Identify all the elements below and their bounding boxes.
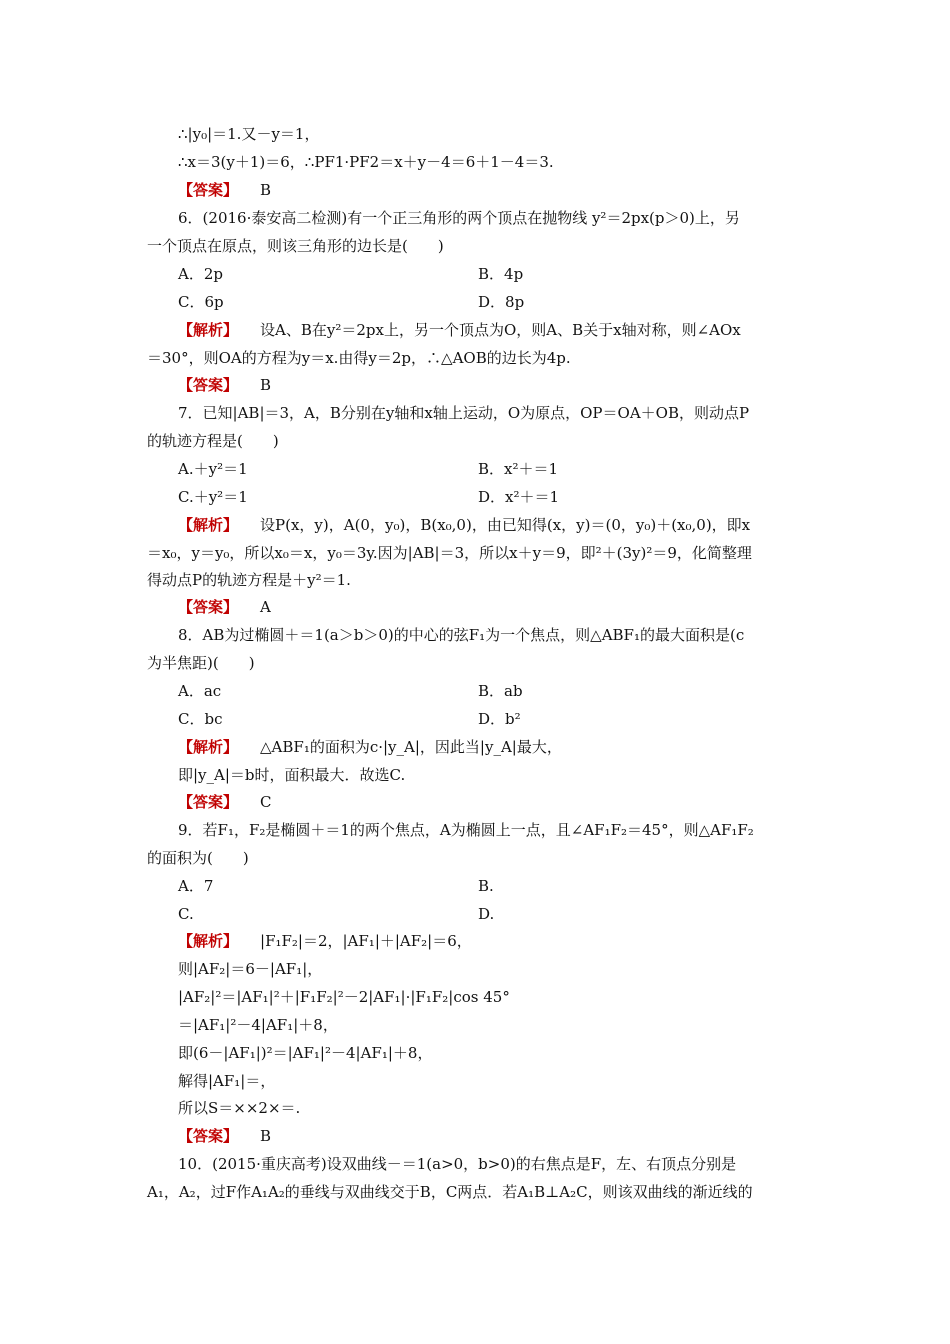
question-7-stem: 7．已知|AB|＝3，A，B分别在y轴和x轴上运动，O为原点，OP＝OA＋OB，则动点P	[178, 404, 750, 422]
answer-tag: 【答案】	[178, 181, 239, 199]
analysis-line	[178, 737, 562, 757]
analysis-tag: 【解析】	[178, 321, 239, 339]
option-d: D．b²	[478, 710, 521, 728]
solution-line: ∴|y₀|＝1.又－y＝1，	[178, 125, 320, 143]
answer-value: B	[260, 376, 272, 394]
analysis-line: ＝30°，则OA的方程为y＝x.由得y＝2p，∴△AOB的边长为4p.	[147, 349, 571, 367]
option-c: C.	[178, 905, 194, 923]
analysis-text: 设A、B在y²＝2px上，另一个顶点为O，则A、B关于x轴对称，则∠AOx	[260, 321, 741, 339]
analysis-line: 所以S＝××2×＝.	[178, 1099, 301, 1117]
answer-tag: 【答案】	[178, 376, 239, 394]
option-a: A.＋y²＝1	[178, 460, 248, 478]
analysis-line: 解得|AF₁|＝，	[178, 1072, 276, 1090]
option-d: D．8p	[478, 293, 525, 311]
question-6-stem: 一个顶点在原点，则该三角形的边长是( )	[147, 237, 444, 255]
option-c: C．bc	[178, 710, 223, 728]
answer-tag: 【答案】	[178, 598, 239, 616]
analysis-line: 得动点P的轨迹方程是＋y²＝1.	[147, 571, 351, 589]
question-7-stem: 的轨迹方程是( )	[147, 432, 279, 450]
question-8-stem: 8．AB为过椭圆＋＝1(a＞b＞0)的中心的弦F₁为一个焦点，则△ABF₁的最大面积是(c	[178, 626, 745, 644]
analysis-line: 即(6－|AF₁|)²＝|AF₁|²－4|AF₁|＋8，	[178, 1044, 433, 1062]
analysis-line: |AF₂|²＝|AF₁|²＋|F₁F₂|²－2|AF₁|·|F₁F₂|cos 45°	[178, 988, 510, 1006]
solution-line: ∴x＝3(y＋1)＝6，∴PF1·PF2＝x＋y－4＝6＋1－4＝3.	[178, 153, 554, 171]
option-d: D.	[478, 905, 495, 923]
answer-value: B	[260, 181, 272, 199]
analysis-tag: 【解析】	[178, 738, 239, 756]
answer-line	[178, 792, 272, 812]
analysis-tag: 【解析】	[178, 932, 239, 950]
option-b: B．ab	[478, 682, 523, 700]
analysis-text: △ABF₁的面积为c·|y_A|，因此当|y_A|最大，	[260, 738, 562, 756]
answer-line	[178, 375, 271, 395]
answer-value: A	[260, 598, 271, 616]
answer-value: B	[260, 1127, 272, 1145]
option-d: D．x²＋＝1	[478, 488, 560, 506]
answer-tag: 【答案】	[178, 793, 239, 811]
analysis-line	[178, 320, 741, 340]
analysis-tag: 【解析】	[178, 516, 239, 534]
analysis-text: |F₁F₂|＝2，|AF₁|＋|AF₂|＝6，	[260, 932, 472, 950]
answer-tag: 【答案】	[178, 1127, 239, 1145]
option-c: C.＋y²＝1	[178, 488, 248, 506]
analysis-text: 设P(x，y)，A(0，y₀)，B(x₀,0)，由已知得(x，y)＝(0，y₀)＋(x₀,0)，即x	[260, 516, 751, 534]
question-9-stem: 9．若F₁，F₂是椭圆＋＝1的两个焦点，A为椭圆上一点，且∠AF₁F₂＝45°，则△AF₁F₂	[178, 821, 754, 839]
question-10-stem: 10．(2015·重庆高考)设双曲线－＝1(a>0，b>0)的右焦点是F，左、右顶点分别是	[178, 1155, 737, 1173]
option-a: A．7	[178, 877, 214, 895]
answer-value: C	[260, 793, 272, 811]
option-c: C．6p	[178, 293, 224, 311]
answer-line	[178, 1126, 271, 1146]
question-8-stem: 为半焦距)( )	[147, 654, 255, 672]
answer-line	[178, 180, 271, 200]
question-6-stem: 6．(2016·泰安高二检测)有一个正三角形的两个顶点在抛物线 y²＝2px(p＞0)上，另	[178, 209, 740, 227]
option-a: A．ac	[178, 682, 222, 700]
analysis-line: ＝|AF₁|²－4|AF₁|＋8，	[178, 1016, 338, 1034]
question-9-stem: 的面积为( )	[147, 849, 249, 867]
analysis-line: 即|y_A|＝b时，面积最大．故选C.	[178, 766, 406, 784]
analysis-line	[178, 931, 472, 951]
option-b: B．4p	[478, 265, 524, 283]
analysis-line	[178, 515, 750, 535]
option-a: A．2p	[178, 265, 223, 283]
answer-line	[178, 597, 271, 617]
question-10-stem: A₁，A₂，过F作A₁A₂的垂线与双曲线交于B，C两点．若A₁B⊥A₂C，则该双曲线的渐近线的	[147, 1183, 753, 1201]
option-b: B.	[478, 877, 494, 895]
analysis-line: 则|AF₂|＝6－|AF₁|，	[178, 960, 323, 978]
analysis-line: ＝x₀，y＝y₀，所以x₀＝x，y₀＝3y.因为|AB|＝3，所以x＋y＝9，即²＋(3y)²＝9，化简整理	[147, 544, 752, 562]
option-b: B．x²＋＝1	[478, 460, 559, 478]
